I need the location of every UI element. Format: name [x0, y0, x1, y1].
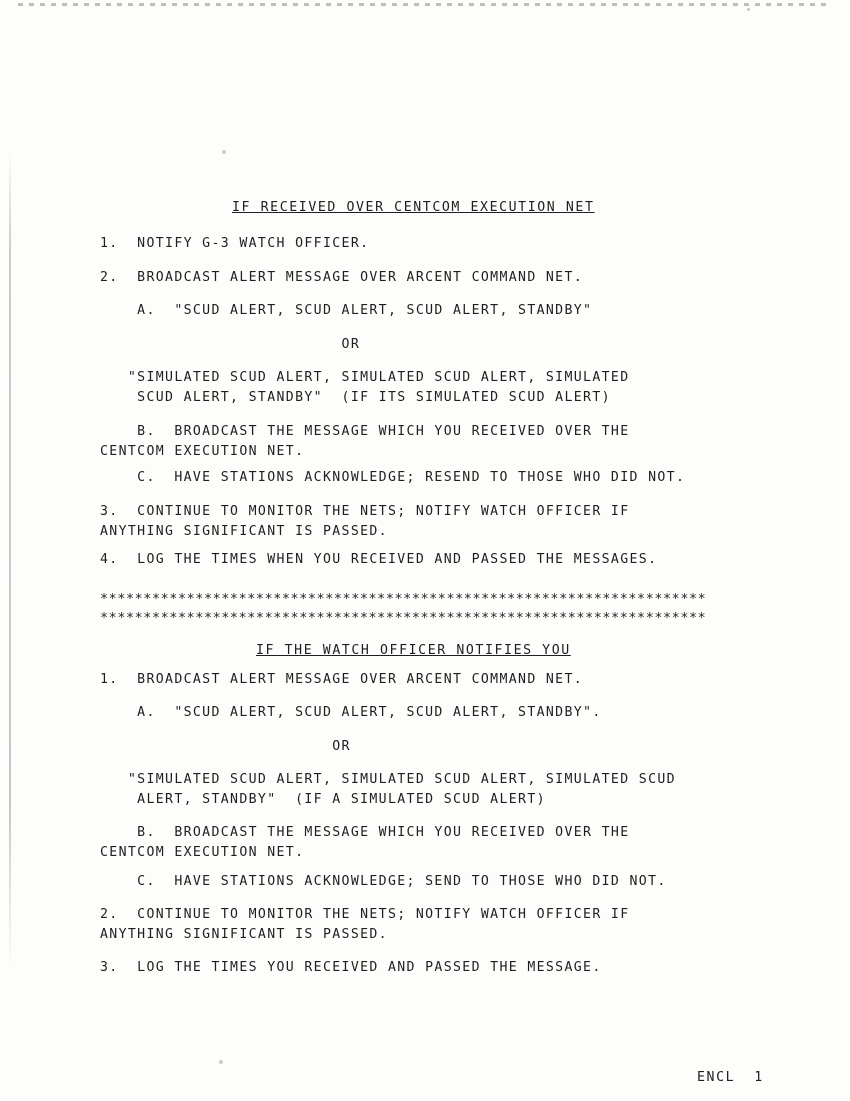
- section-one-line: A. "SCUD ALERT, SCUD ALERT, SCUD ALERT, STANDBY": [100, 303, 593, 318]
- section-two-line: "SIMULATED SCUD ALERT, SIMULATED SCUD ALERT, SIMULATED SCUD: [100, 772, 676, 787]
- section-one-line: 2. BROADCAST ALERT MESSAGE OVER ARCENT COMMAND NET.: [100, 270, 584, 285]
- section-one-line: 4. LOG THE TIMES WHEN YOU RECEIVED AND PASSED THE MESSAGES.: [100, 552, 658, 567]
- divider-line: **********************************************************************: [100, 611, 707, 626]
- section-one-line: "SIMULATED SCUD ALERT, SIMULATED SCUD ALERT, SIMULATED: [100, 370, 630, 385]
- section-one-line: OR: [100, 337, 361, 352]
- section-one-line: CENTCOM EXECUTION NET.: [100, 444, 305, 459]
- section-one-line: B. BROADCAST THE MESSAGE WHICH YOU RECEIVED OVER THE: [100, 424, 630, 439]
- section-two-line: 1. BROADCAST ALERT MESSAGE OVER ARCENT COMMAND NET.: [100, 672, 584, 687]
- section-two-line: OR: [100, 739, 351, 754]
- section-two-line: 3. LOG THE TIMES YOU RECEIVED AND PASSED THE MESSAGE.: [100, 960, 602, 975]
- section-two-line: C. HAVE STATIONS ACKNOWLEDGE; SEND TO THOSE WHO DID NOT.: [100, 874, 667, 889]
- section-one-line: C. HAVE STATIONS ACKNOWLEDGE; RESEND TO THOSE WHO DID NOT.: [100, 470, 686, 485]
- enclosure-footer: ENCL 1: [697, 1070, 764, 1085]
- section-two-heading: IF THE WATCH OFFICER NOTIFIES YOU: [256, 643, 571, 658]
- section-two-line: ANYTHING SIGNIFICANT IS PASSED.: [100, 927, 388, 942]
- section-two-line: B. BROADCAST THE MESSAGE WHICH YOU RECEIVED OVER THE: [100, 825, 630, 840]
- section-one-heading: IF RECEIVED OVER CENTCOM EXECUTION NET: [232, 200, 595, 215]
- section-one-line: 1. NOTIFY G-3 WATCH OFFICER.: [100, 236, 370, 251]
- section-two-line: ALERT, STANDBY" (IF A SIMULATED SCUD ALERT): [100, 792, 546, 807]
- section-one-line: SCUD ALERT, STANDBY" (IF ITS SIMULATED SCUD ALERT): [100, 390, 611, 405]
- section-one-line: 3. CONTINUE TO MONITOR THE NETS; NOTIFY WATCH OFFICER IF: [100, 504, 630, 519]
- section-two-line: CENTCOM EXECUTION NET.: [100, 845, 305, 860]
- divider-line: **********************************************************************: [100, 592, 707, 607]
- section-one-line: ANYTHING SIGNIFICANT IS PASSED.: [100, 524, 388, 539]
- section-two-line: A. "SCUD ALERT, SCUD ALERT, SCUD ALERT, STANDBY".: [100, 705, 602, 720]
- section-two-line: 2. CONTINUE TO MONITOR THE NETS; NOTIFY WATCH OFFICER IF: [100, 907, 630, 922]
